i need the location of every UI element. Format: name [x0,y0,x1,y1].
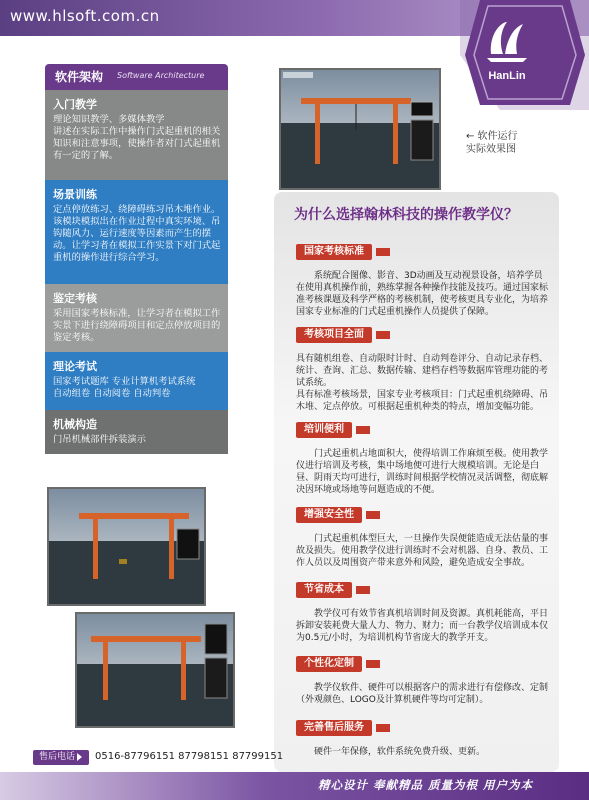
panel-title-cn: 软件架构 [55,70,104,84]
section-scene-training [45,180,228,284]
website-url[interactable]: www.hlsoft.com.cn [10,7,160,25]
logo-wordmark: HanLin [488,70,526,82]
section-theory-exam [45,352,228,410]
text-customization: 教学仪软件、硬件可以根据客户的需求进行有偿修改、定制（外观颜色、LOGO及计算机硬件等均可定制）。 [296,683,549,705]
hotline-arrow-icon [77,753,82,761]
why-choose-panel [274,192,559,772]
section-mechanical-structure [45,410,228,454]
section-body: 门吊机械部件拆装演示 [53,434,146,445]
screenshot-caption: ← 软件运行 实际效果图 [466,131,518,155]
text-comprehensive-items: 具有随机组卷、自动限时计时、自动判卷评分、自动记录存档、统计、查询、汇总、数据传输、建档存档等数据库管理功能的考试系统。 具有标准考核场景，国家专业考核项目：门式起重机绕障碍、吊木堆、定点停放。可根据起重机种类的特点，增加变幅功能。 [296,354,549,412]
tag-cost-saving: 节省成本 [296,582,352,598]
panel-header [45,64,228,90]
section-intro-teaching [45,90,228,180]
tag-comprehensive-items: 考核项目全面 [296,327,372,343]
tag-training-convenience: 培训便利 [296,422,352,438]
text-training-convenience: 门式起重机占地面积大，使得培训工作麻烦至极。使用教学仪进行培训及考核，集中场地便可进行大规模培训。无论是白昼、阴雨天均可进行，训练时间根据学校情况灵活调整，彻底解决因环境或场地等问题造成的不便。 [296,449,549,495]
section-title: 场景训练 [53,188,97,201]
software-screenshot-3 [75,612,235,728]
panel-title-en: Software Architecture [117,71,205,80]
tag-national-standard: 国家考核标准 [296,244,372,260]
text-cost-saving: 教学仪可有效节省真机培训时间及资源。真机耗能高，平日拆卸安装耗费大量人力、物力、财力；而一台教学仪培训成本仅为0.5元/小时，为培训机构节省庞大的教学开支。 [296,609,549,643]
footer-slogan: 精心设计 奉献精品 质量为根 用户为本 [318,778,534,792]
section-body: 采用国家考核标准，让学习者在模拟工作实景下进行绕障碍项目和定点停放项目的鉴定考核。 [53,308,221,343]
software-screenshot-2 [47,487,206,606]
text-after-sales: 硬件一年保修，软件系统免费升级、更新。 [314,747,486,757]
hotline-label: 售后电话 [33,750,89,765]
tag-safety: 增强安全性 [296,507,362,523]
text-safety: 门式起重机体型巨大，一旦操作失误便能造成无法估量的事故及损失。使用教学仪进行训练时不会对机器、自身、教员、工作人员以及周围资产带来意外和风险，避免造成安全事故。 [296,534,549,568]
hotline-numbers[interactable]: 0516-87796151 87798151 87799151 [95,751,284,762]
text-national-standard: 系统配合图像、影音、3D动画及互动视景设备，培养学员在使用真机操作前，熟练掌握各种操作技能及技巧。通过国家标准考核课题及科学严格的考核机制，使考核更具专业化，为培养国家专业标准的门式起重机操作人员提供了保障。 [296,271,549,317]
hanlin-logo-icon [483,14,531,64]
section-title: 理论考试 [53,360,97,373]
why-choose-title: 为什么选择翰林科技的操作教学仪？ [294,207,518,223]
section-body: 理论知识教学、多媒体教学 讲述在实际工作中操作门式起重机的相关知识和注意事项，使操作者对门式起重机有一定的了解。 [53,114,221,161]
section-title: 机械构造 [53,418,97,431]
section-body: 定点停放练习、绕障碍练习吊木堆作业。该模块模拟出在作业过程中真实环境、吊钩随风力、运行速度等因素而产生的摆动。让学习者在模拟工作实景下对门式起重机的操作进行综合学习。 [53,204,221,263]
section-title: 入门教学 [53,98,97,111]
software-architecture-panel [45,64,228,454]
software-screenshot-1 [279,68,441,190]
section-title: 鉴定考核 [53,292,97,305]
tag-customization: 个性化定制 [296,656,362,672]
footer-banner [0,772,589,800]
section-body: 国家考试题库 专业计算机考试系统 自动组卷 自动阅卷 自动判卷 [53,376,196,399]
section-assessment [45,284,228,352]
tag-after-sales: 完善售后服务 [296,720,372,736]
